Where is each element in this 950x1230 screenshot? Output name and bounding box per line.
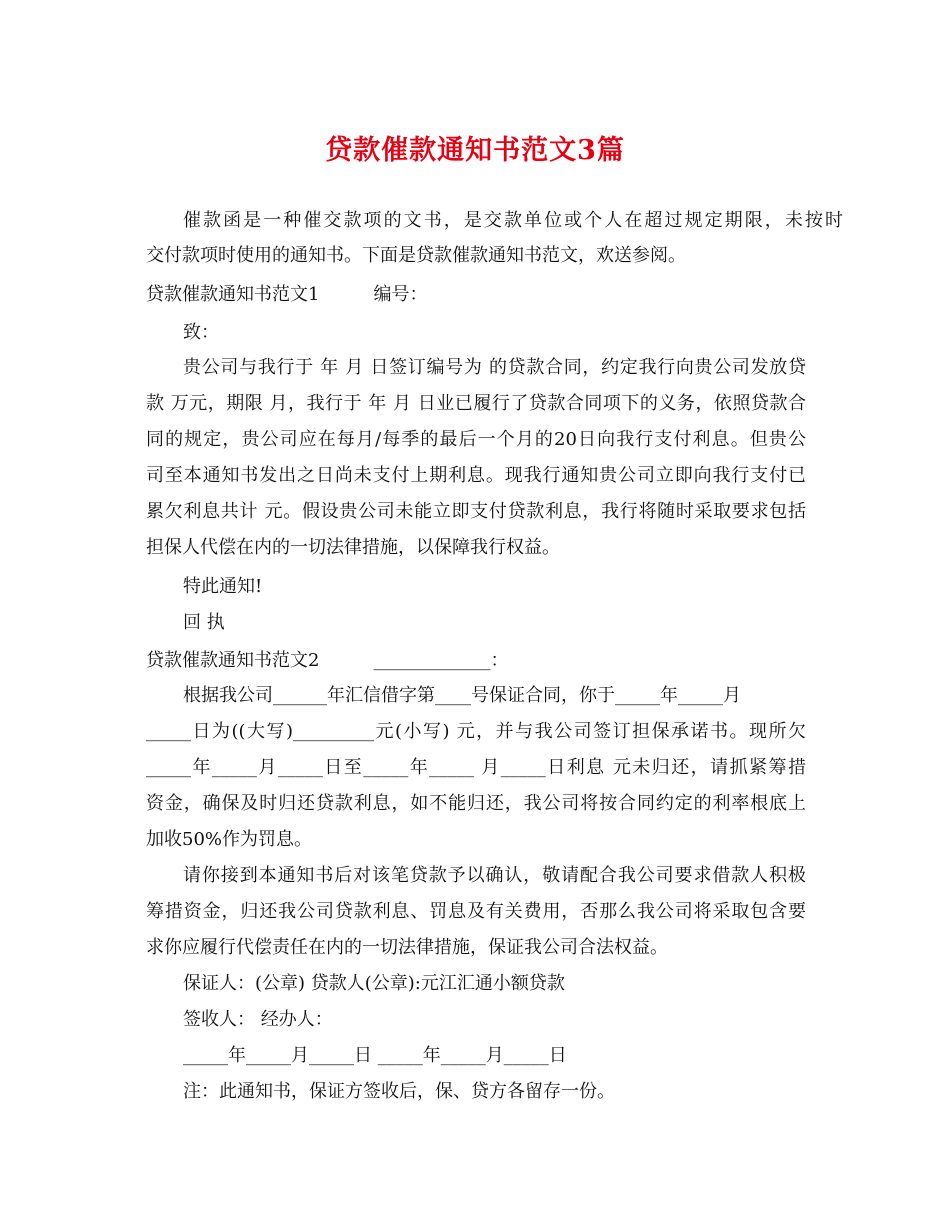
body-1-line-3: 同的规定，贵公司应在每月/每季的最后一个月的20日向我行支付利息。但贵公 (146, 429, 806, 450)
body-2-line-4: 资金，确保及时归还贷款利息，如不能归还，我公司将按合同约定的利率根底上 (146, 793, 806, 814)
body-2-line-5: 加收50%作为罚息。 (146, 829, 313, 850)
body-1-line-6: 担保人代偿在内的一切法律措施，以保障我行权益。 (146, 537, 560, 558)
body-3-line-1: 请你接到本通知书后对该笔贷款予以确认，敬请配合我公司要求借款人积极 (183, 865, 806, 886)
body-1-line-5: 累欠利息共计 元。假设贵公司未能立即支付贷款利息，我行将随时采取要求包括 (146, 501, 806, 522)
sample-1-heading: 贷款催款通知书范文1 编号： (146, 284, 428, 305)
body-1-line-4: 司至本通知书发出之日尚未支付上期利息。现我行通知贵公司立即向我行支付已 (146, 465, 806, 486)
note-line: 注：此通知书，保证方签收后，保、贷方各留存一份。 (183, 1081, 615, 1102)
body-2-line-1: 根据我公司______年汇信借字第____号保证合同，你于_____年_____月 (183, 685, 741, 706)
signer-line: 签收人： 经办人： (183, 1009, 333, 1030)
date-line: _____年_____月_____日 _____年_____月_____日 (183, 1045, 567, 1066)
intro-line-1: 催款函是一种催交款项的文书，是交款单位或个人在超过规定期限，未按时 (183, 210, 843, 231)
sample-2-heading: 贷款催款通知书范文2 _____________： (146, 650, 509, 671)
receipt-label: 回 执 (183, 612, 225, 633)
notice-closing: 特此通知! (183, 576, 263, 597)
intro-line-2: 交付款项时使用的通知书。下面是贷款催款通知书范文，欢送参阅。 (146, 245, 686, 266)
guarantor-line: 保证人：(公章) 贷款人(公章):元江汇通小额贷款 (183, 973, 565, 994)
body-2-line-2: _____日为((大写)_________元(小写) 元，并与我公司签订担保承诺书。现所欠 (146, 721, 806, 742)
body-3-line-2: 筹措资金，归还我公司贷款利息、罚息及有关费用，否那么我公司将采取包含要 (146, 901, 806, 922)
salutation: 致： (183, 322, 219, 343)
body-1-line-1: 贵公司与我行于 年 月 日签订编号为 的贷款合同，约定我行向贵公司发放贷 (183, 357, 806, 378)
body-3-line-3: 求你应履行代偿责任在内的一切法律措施，保证我公司合法权益。 (146, 937, 668, 958)
body-2-line-3: _____年_____月_____日至_____年_____ 月_____日利息 元未归还，请抓紧筹措 (146, 757, 806, 778)
page-title: 贷款催款通知书范文3篇 (325, 135, 625, 166)
body-1-line-2: 款 万元，期限 月，我行于 年 月 日业已履行了贷款合同项下的义务，依照贷款合 (146, 393, 806, 414)
